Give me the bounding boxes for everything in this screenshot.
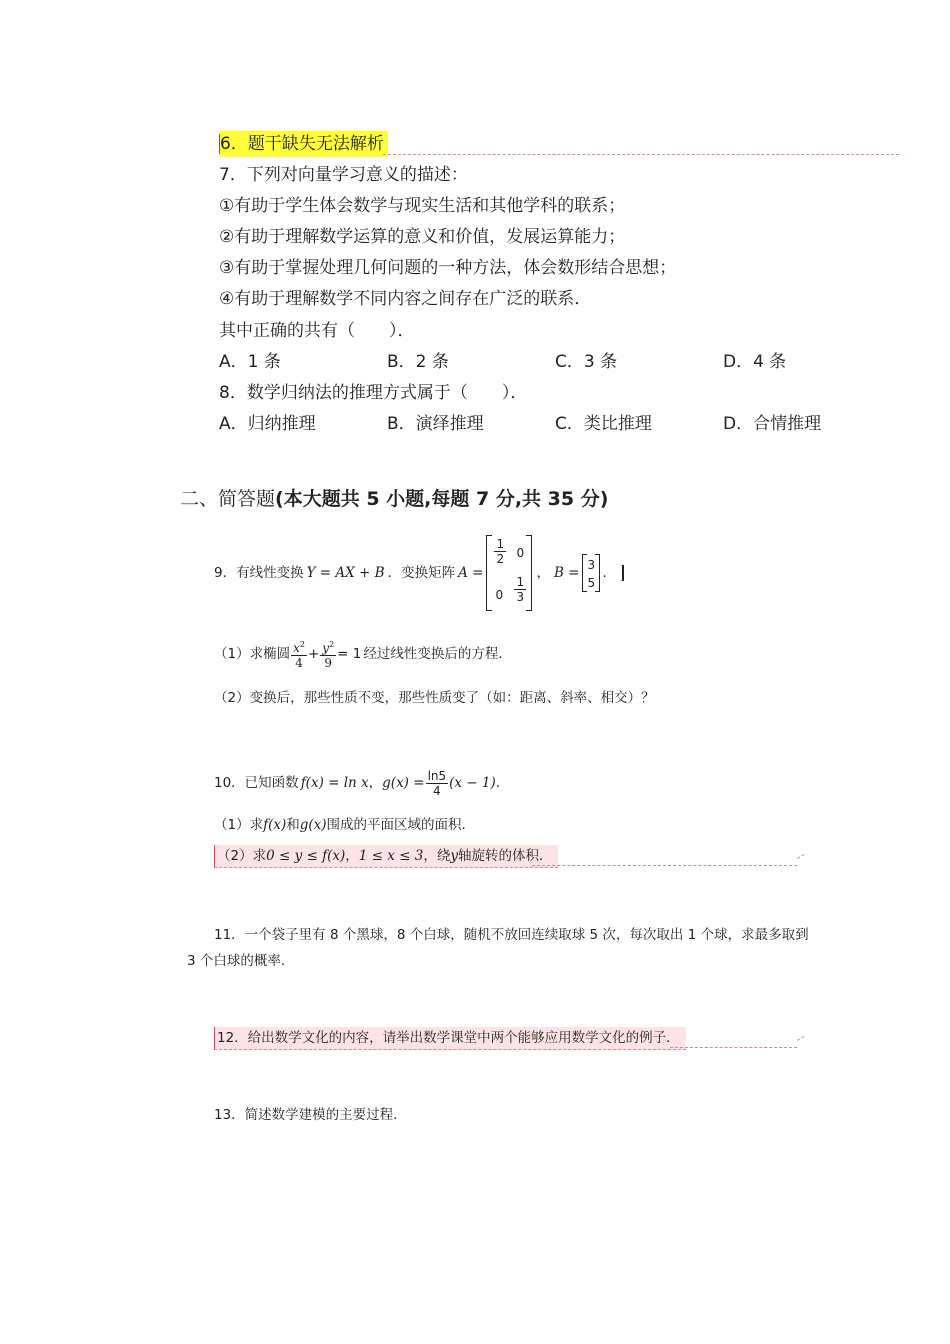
question-10-part-2-highlight: （2）求0 ≤ y ≤ f(x)，1 ≤ x ≤ 3，绕y轴旋转的体积． (214, 845, 558, 868)
matrix-a-right-bracket (526, 535, 532, 611)
matrix-b-2: 5 (587, 576, 596, 590)
question-7-stem: 7．下列对向量学习意义的描述： (219, 165, 468, 185)
question-9-part-1 (214, 636, 512, 672)
question-7-item-2: ②有助于理解数学运算的意义和价值，发展运算能力； (219, 227, 626, 247)
question-7-option-a: A．1 条 (219, 352, 281, 372)
question-7-option-b: B．2 条 (387, 352, 449, 372)
part-2-inequality-2: 1 ≤ x ≤ 3 (358, 848, 424, 864)
question-8-option-d: D．合情推理 (723, 414, 822, 434)
ellipse-x-term: $\frac{x^2}{4}$ (293, 640, 305, 670)
question-10-end: ． (495, 775, 510, 791)
matrix-a-left-bracket (486, 535, 492, 611)
question-8-stem: 8．数学归纳法的推理方式属于（ ）． (219, 383, 528, 403)
section-2-heading (180, 486, 608, 512)
question-8-option-c: C．类比推理 (555, 414, 652, 434)
matrix-b-right-bracket (595, 554, 600, 592)
annotation-line-12 (670, 1047, 797, 1048)
question-13: 13．简述数学建模的主要过程． (214, 1107, 407, 1123)
annotation-line-10 (532, 865, 797, 866)
question-9-end: ． (602, 565, 616, 581)
ellipse-equals: = 1 (337, 646, 362, 662)
ellipse-y-term: $\frac{y^2}{9}$ (322, 640, 335, 670)
question-7-item-3: ③有助于掌握处理几何问题的一种方法，体会数形结合思想； (219, 258, 677, 278)
matrix-b-label: B = (553, 565, 580, 581)
part-1-g: g(x) (299, 817, 327, 833)
question-9-part-1-prefix: （1）求椭圆 (214, 646, 291, 662)
annotation-line (383, 154, 899, 155)
question-8-option-a: A．归纳推理 (219, 414, 316, 434)
question-9-mid: ．变换矩阵 (387, 565, 456, 581)
question-9-stem (214, 535, 624, 611)
question-10-comma: ， (368, 775, 383, 791)
function-g-fraction: $\frac{\ln 5}{4}$ (427, 768, 447, 798)
annotation-line-10-tail (797, 854, 808, 865)
question-12-highlight: 12．给出数学文化的内容，请举出数学课堂中两个能够应用数学文化的例子． (214, 1027, 686, 1050)
question-7-option-d: D．4 条 (723, 352, 787, 372)
question-9-part-1-suffix: 经过线性变换后的方程． (363, 646, 512, 662)
annotation-line-12-tail (797, 1036, 808, 1047)
part-2-axis: y (450, 848, 458, 864)
matrix-a-label: A = (458, 565, 484, 581)
matrix-a-12: 0 (516, 546, 525, 560)
question-6-text: ．题干缺失无法解析 (230, 134, 384, 154)
question-7-option-c: C．3 条 (555, 352, 618, 372)
question-6-highlight (219, 131, 388, 157)
question-8-option-b: B．演绎推理 (387, 414, 484, 434)
question-7-ask: 其中正确的共有（ ）． (219, 321, 415, 341)
matrix-a-11: $\frac{1}{2}$ (496, 537, 505, 566)
text-cursor (622, 565, 624, 581)
question-10-prefix: 10．已知函数 (214, 775, 299, 791)
question-7-item-1: ①有助于学生体会数学与现实生活和其他学科的联系； (219, 196, 626, 216)
question-10-stem (214, 765, 509, 801)
matrix-b-1: 3 (587, 558, 596, 572)
part-2-inequality-1: 0 ≤ y ≤ f(x) (266, 848, 346, 864)
function-g-rhs: (x − 1) (449, 775, 496, 791)
question-6-number: 6 (220, 134, 231, 154)
question-9-prefix: 9．有线性变换 (214, 565, 304, 581)
question-11-line-1: 11．一个袋子里有 8 个黑球，8 个白球，随机不放回连续取球 5 次，每次取出 1 个球，求最多取到 (214, 927, 809, 943)
question-9-comma: ， (536, 565, 550, 581)
question-9-part-2: （2）变换后，那些性质不变，那些性质变了（如：距离、斜率、相交）？ (214, 690, 655, 706)
section-2-title: 二、简答题 (180, 488, 276, 510)
matrix-a (486, 535, 532, 611)
matrix-b (582, 554, 600, 592)
part-1-f: f(x) (263, 817, 287, 833)
question-11-line-2: 3 个白球的概率． (187, 953, 295, 969)
ellipse-plus: + (307, 646, 320, 662)
question-10-part-1: （1）求f(x)和g(x)围成的平面区域的面积． (214, 817, 476, 833)
question-7-item-4: ④有助于理解数学不同内容之间存在广泛的联系． (219, 289, 592, 309)
matrix-a-21: 0 (495, 588, 504, 602)
section-2-subtitle: (本大题共 5 小题,每题 7 分,共 35 分) (275, 488, 609, 510)
matrix-a-22: $\frac{1}{3}$ (516, 575, 525, 604)
function-f: f(x) = ln x (300, 775, 369, 791)
function-g-lhs: g(x) = (382, 775, 425, 791)
question-9-equation: Y = AX + B (306, 565, 385, 581)
